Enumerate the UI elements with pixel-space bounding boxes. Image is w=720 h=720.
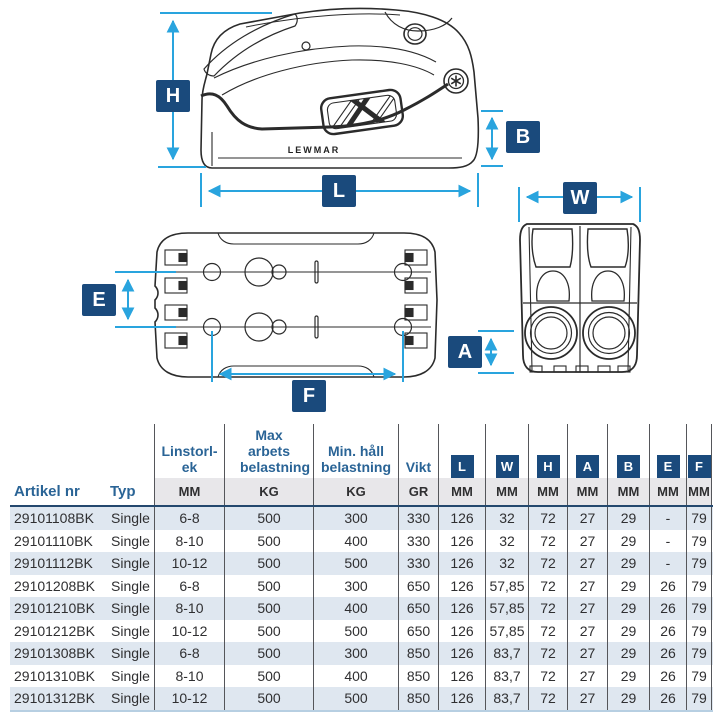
column-header-e: E [649,424,686,478]
table-cell: 26 [649,620,686,643]
table-cell: 300 [313,642,398,665]
header-artikel-spacer [10,424,108,478]
table-cell: 500 [224,642,313,665]
column-header-l: L [438,424,485,478]
table-cell: - [649,507,686,530]
table-cell: 27 [567,687,607,710]
table-cell: 29101312BK [14,690,95,707]
table-cell: 72 [528,552,567,575]
table-cell: 26 [649,642,686,665]
torx-screw-icon [451,76,461,87]
table-cell: 79 [686,575,712,598]
table-cell: 126 [438,620,485,643]
column-header-b: B [607,424,649,478]
table-cell: 330 [398,530,438,553]
table-cell: 27 [567,597,607,620]
table-cell: 650 [398,597,438,620]
table-cell: 29101212BK [14,622,95,639]
table-cell: 126 [438,552,485,575]
table-cell: 300 [313,575,398,598]
column-header-vikt: Vikt [398,424,438,478]
table-cell: Single [111,622,150,639]
table-cell: 400 [313,597,398,620]
table-cell: 330 [398,507,438,530]
dim-label-f: F [292,380,326,412]
table-cell: 79 [686,530,712,553]
unit-label: MM [686,478,712,505]
table-cell: 126 [438,530,485,553]
table-cell: 126 [438,597,485,620]
table-cell: 79 [686,687,712,710]
table-cell: 29101310BK [14,667,95,684]
table-cell: 126 [438,665,485,688]
table-cell: 72 [528,620,567,643]
table-row [10,507,713,530]
table-cell: 57,85 [485,575,528,598]
unit-label: MM [649,478,686,505]
table-cell: 29101112BK [14,555,93,572]
table-cell: 72 [528,597,567,620]
base-view-drawing [155,233,437,377]
dim-label-b: B [506,121,540,153]
table-cell: 79 [686,597,712,620]
table-cell: 126 [438,687,485,710]
unit-label: MM [607,478,649,505]
table-cell: 27 [567,665,607,688]
table-cell: 500 [313,620,398,643]
table-cell: 8-10 [154,665,224,688]
table-cell: Single [111,577,150,594]
table-cell: 850 [398,665,438,688]
table-row [10,665,713,688]
table-cell: 8-10 [154,530,224,553]
lewmar-logo-text: LEWMAR [287,145,341,155]
table-cell: 500 [313,687,398,710]
table-cell: Single [111,532,150,549]
table-cell: 29 [607,642,649,665]
table-cell: - [649,530,686,553]
table-cell: 27 [567,552,607,575]
table-cell: 500 [224,575,313,598]
table-cell: 500 [224,530,313,553]
table-cell: 79 [686,665,712,688]
table-cell: 29 [607,507,649,530]
table-cell: 6-8 [154,575,224,598]
table-row [10,575,713,598]
unit-label: MM [154,478,224,505]
table-cell: 500 [224,620,313,643]
table-cell: 29101208BK [14,577,95,594]
table-cell: 650 [398,620,438,643]
column-header-min-hallbelastning: Min. håll belastning [313,424,398,478]
table-cell: 72 [528,687,567,710]
column-header-a: A [567,424,607,478]
table-cell: 29101308BK [14,645,95,662]
table-cell: 400 [313,665,398,688]
dim-label-a: A [448,336,482,368]
table-cell: 500 [224,687,313,710]
spec-table [10,424,713,712]
table-cell: 83,7 [485,665,528,688]
table-cell: 72 [528,530,567,553]
table-cell: 27 [567,620,607,643]
table-cell: 850 [398,642,438,665]
column-header-f: F [686,424,712,478]
table-cell: Single [111,555,150,572]
table-cell: 72 [528,507,567,530]
dim-label-l: L [322,175,356,207]
table-cell: 79 [686,507,712,530]
table-cell: - [649,552,686,575]
table-cell: 57,85 [485,620,528,643]
table-row [10,552,713,575]
unit-label: MM [485,478,528,505]
table-cell: 29 [607,552,649,575]
table-cell: 72 [528,665,567,688]
table-cell: 29 [607,620,649,643]
table-cell: 79 [686,642,712,665]
table-row [10,530,713,553]
table-cell: 126 [438,642,485,665]
table-cell: Single [111,510,150,526]
table-cell: 10-12 [154,552,224,575]
table-cell: 29 [607,687,649,710]
table-cell: 500 [224,665,313,688]
column-header-max-arbetsbelastning: Max arbets belastning [224,424,313,478]
table-cell: 79 [686,552,712,575]
table-cell: 330 [398,552,438,575]
mount-clips-left [165,250,187,348]
table-cell: 300 [313,507,398,530]
table-cell: 29101110BK [14,532,93,549]
table-cell: 10-12 [154,687,224,710]
table-cell: 29101108BK [14,510,94,526]
table-row [10,597,713,620]
column-header-linstorlek: Linstorl-ek [154,424,224,478]
column-header-h: H [528,424,567,478]
table-cell: 6-8 [154,507,224,530]
dim-label-w: W [563,182,597,214]
unit-label: KG [313,478,398,505]
unit-label: MM [528,478,567,505]
table-cell: Single [111,667,150,684]
table-cell: 400 [313,530,398,553]
table-cell: Single [111,690,150,707]
table-cell: 126 [438,507,485,530]
table-cell: 500 [224,507,313,530]
table-cell: 26 [649,687,686,710]
table-row [10,642,713,665]
table-cell: 500 [224,597,313,620]
table-cell: 32 [485,552,528,575]
table-cell: 79 [686,620,712,643]
table-body [10,507,713,710]
table-bottom-border [10,710,713,712]
table-cell: 6-8 [154,642,224,665]
table-cell: 57,85 [485,597,528,620]
table-cell: 29 [607,575,649,598]
table-cell: 29 [607,665,649,688]
table-cell: 26 [649,575,686,598]
table-cell: 500 [224,552,313,575]
dim-label-e: E [82,284,116,316]
column-header-typ: Typ [108,478,154,505]
column-header-artikel-nr: Artikel nr [10,478,108,505]
table-cell: 27 [567,507,607,530]
table-cell: 32 [485,530,528,553]
table-cell: Single [111,645,150,662]
mount-clips-right [405,250,427,348]
table-cell: 29 [607,530,649,553]
table-cell: 32 [485,507,528,530]
table-cell: 72 [528,575,567,598]
table-header-row [10,424,713,478]
table-cell: 500 [313,552,398,575]
table-row [10,687,713,710]
header-typ-spacer [108,424,154,478]
table-cell: 72 [528,642,567,665]
column-header-w: W [485,424,528,478]
table-cell: 8-10 [154,597,224,620]
table-cell: 29 [607,597,649,620]
table-row [10,620,713,643]
unit-label: KG [224,478,313,505]
unit-label: GR [398,478,438,505]
table-cell: 10-12 [154,620,224,643]
table-cell: 27 [567,642,607,665]
table-cell: 27 [567,575,607,598]
table-cell: 83,7 [485,642,528,665]
unit-label: MM [438,478,485,505]
table-cell: 83,7 [485,687,528,710]
dim-label-h: H [156,80,190,112]
table-cell: 126 [438,575,485,598]
table-cell: 650 [398,575,438,598]
table-cell: 27 [567,530,607,553]
table-cell: 26 [649,597,686,620]
table-cell: 29101210BK [14,600,95,617]
unit-label: MM [567,478,607,505]
front-view-drawing [520,224,640,372]
table-cell: 850 [398,687,438,710]
table-cell: Single [111,600,150,617]
table-cell: 26 [649,665,686,688]
table-units-row [10,478,713,505]
